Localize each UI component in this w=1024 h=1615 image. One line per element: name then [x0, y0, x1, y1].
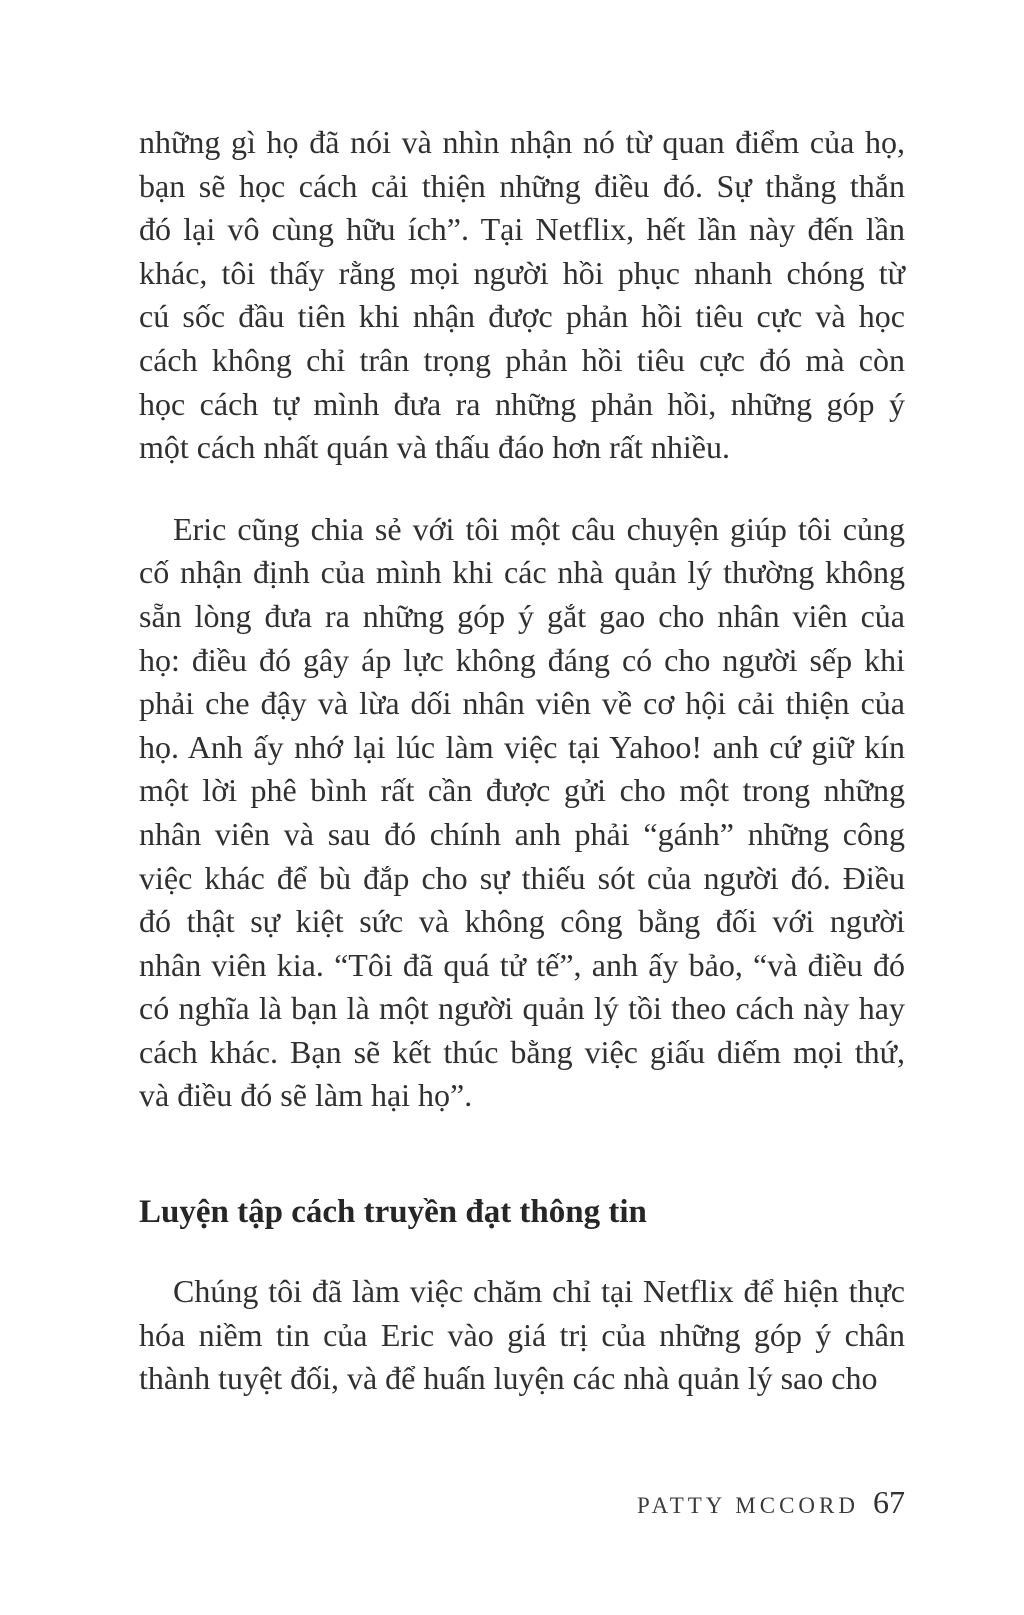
text-line: việc khác để bù đắp cho sự thiếu sót của người đó. Điều — [139, 859, 905, 896]
text-line: nhân viên và sau đó chính anh phải “gánh” những công — [139, 815, 905, 852]
text-line: một lời phê bình rất cần được gửi cho một trong những — [139, 772, 905, 809]
section-heading: Luyện tập cách truyền đạt thông tin — [139, 1194, 647, 1231]
paragraph-2 — [139, 508, 905, 1118]
text-line: Chúng tôi đã làm việc chăm chỉ tại Netflix để hiện thực — [173, 1273, 905, 1310]
text-line: và điều đó sẽ làm hại họ”. — [139, 1077, 473, 1114]
text-line: họ: điều đó gây áp lực không đáng có cho người sếp khi — [139, 641, 905, 678]
text-line: có nghĩa là bạn là một người quản lý tồi theo cách này hay — [139, 990, 905, 1027]
text-line: bạn sẽ học cách cải thiện những điều đó. Sự thẳng thắn — [139, 167, 905, 204]
text-line: nhân viên kia. “Tôi đã quá tử tế”, anh ấy bảo, “và điều đó — [139, 946, 905, 983]
text-line: học cách tự mình đưa ra những phản hồi, những góp ý — [139, 385, 905, 422]
text-line: phải che đậy và lừa dối nhân viên về cơ hội cải thiện của — [139, 685, 905, 722]
text-line: đó lại vô cùng hữu ích”. Tại Netflix, hết lần này đến lần — [139, 211, 905, 248]
text-line: sẵn lòng đưa ra những góp ý gắt gao cho nhân viên của — [139, 597, 905, 634]
text-line: những gì họ đã nói và nhìn nhận nó từ quan điểm của họ, — [139, 124, 905, 160]
text-line: thành tuyệt đối, và để huấn luyện các nhà quản lý sao cho — [139, 1360, 878, 1397]
text-line: cú sốc đầu tiên khi nhận được phản hồi tiêu cực và học — [139, 298, 905, 335]
text-line: khác, tôi thấy rằng mọi người hồi phục nhanh chóng từ — [139, 254, 905, 291]
running-footer-author: PATTY MCCORD — [636, 1493, 859, 1518]
page-number: 67 — [873, 1484, 905, 1520]
text-line: cách khác. Bạn sẽ kết thúc bằng việc giấu diếm mọi thứ, — [139, 1033, 905, 1070]
page-footer — [139, 1484, 905, 1521]
text-line: cố nhận định của mình khi các nhà quản lý thường không — [139, 554, 905, 591]
text-line: họ. Anh ấy nhớ lại lúc làm việc tại Yahoo! anh cứ giữ kín — [139, 728, 905, 765]
book-page-text-block — [139, 121, 905, 1401]
text-line: hóa niềm tin của Eric vào giá trị của những góp ý chân — [139, 1316, 905, 1353]
text-line: đó thật sự kiệt sức và không công bằng đối với người — [139, 903, 905, 940]
text-line: một cách nhất quán và thấu đáo hơn rất nhiều. — [139, 429, 730, 466]
text-line: Eric cũng chia sẻ với tôi một câu chuyện giúp tôi củng — [173, 510, 905, 547]
paragraph-3 — [139, 1270, 905, 1401]
paragraph-1 — [139, 121, 905, 470]
text-line: cách không chỉ trân trọng phản hồi tiêu cực đó mà còn — [139, 341, 905, 378]
